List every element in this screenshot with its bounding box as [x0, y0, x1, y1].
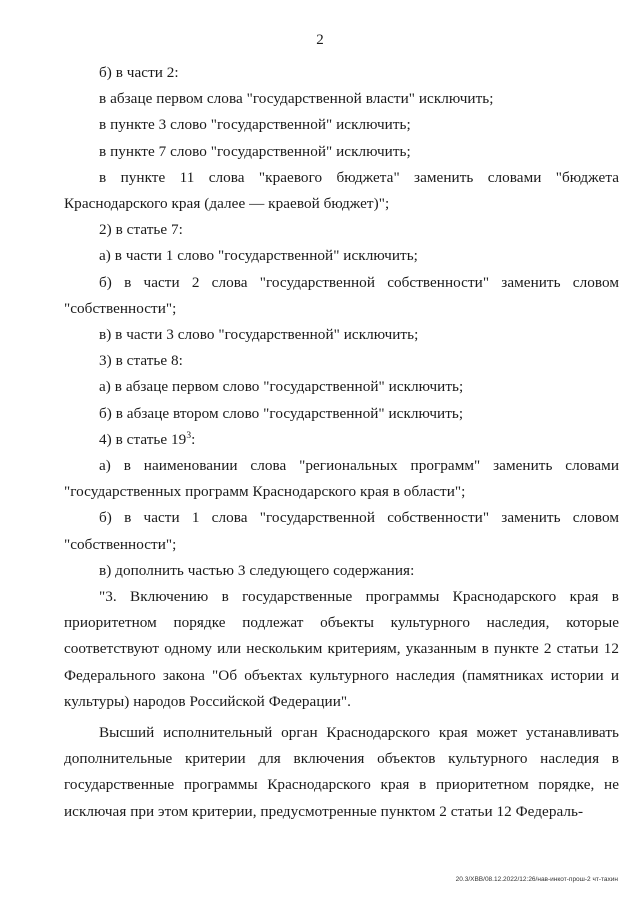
article-19-suffix: : [191, 430, 196, 448]
paragraph-4: в пункте 7 слово "государственной" исключить; [99, 142, 411, 160]
paragraph-6: 2) в статье 7: [99, 221, 183, 239]
paragraph-1: б) в части 2: [99, 64, 179, 81]
paragraph-8: б) в части 2 слова "государственной собственности" заменить словом "собственности"; [64, 273, 619, 317]
paragraph-article-19 [64, 427, 619, 453]
article-19-prefix: 4) в статье 19 [99, 430, 187, 448]
paragraph-16: в) дополнить частью 3 следующего содержания: [99, 561, 415, 579]
paragraph-3: в пункте 3 слово "государственной" исключить; [99, 116, 411, 134]
paragraph-12: б) в абзаце втором слово "государственной" исключить; [99, 404, 464, 422]
paragraph-7: а) в части 1 слово "государственной" исключить; [99, 247, 418, 265]
document-body [64, 60, 619, 825]
paragraph-2: в абзаце первом слова "государственной власти" исключить; [99, 90, 494, 108]
paragraph-18: Высший исполнительный орган Краснодарского края может устанавливать дополнительные критерии для включения объектов культурного наследия в государственные программы Краснодарского края в приоритетном порядке, не исключая при этом критерии, предусмотренные пунктом 2 статьи 12 Федераль- [64, 724, 619, 820]
paragraph-15: б) в части 1 слова "государственной собственности" заменить словом "собственности"; [64, 509, 619, 553]
paragraph-9: в) в части 3 слово "государственной" исключить; [99, 326, 419, 344]
paragraph-11: а) в абзаце первом слово "государственной" исключить; [99, 378, 464, 396]
article-19-superscript: 3 [186, 430, 192, 441]
paragraph-17: "3. Включению в государственные программы Краснодарского края в приоритетном порядке подлежат объекты культурного наследия, которые соответствуют одному или нескольким критериям, указанным в пункте 2 статьи 12 Федерального закона "Об объектах культурного наследия (памятниках истории и культуры) народов Российской Федерации". [64, 588, 619, 710]
paragraph-5: в пункте 11 слова "краевого бюджета" заменить словами "бюджета Краснодарского края (далее — краевой бюджет)"; [64, 168, 619, 213]
paragraph-14: а) в наименовании слова "региональных программ" заменить словами "государственных программ Краснодарского края в области"; [64, 457, 619, 501]
footer-document-code: 20.3/ХВВ/08.12.2022/12:26/нав-инкот-прош-2 чт-тахин [455, 876, 618, 883]
page-number: 2 [316, 32, 324, 48]
paragraph-10: 3) в статье 8: [99, 352, 183, 370]
